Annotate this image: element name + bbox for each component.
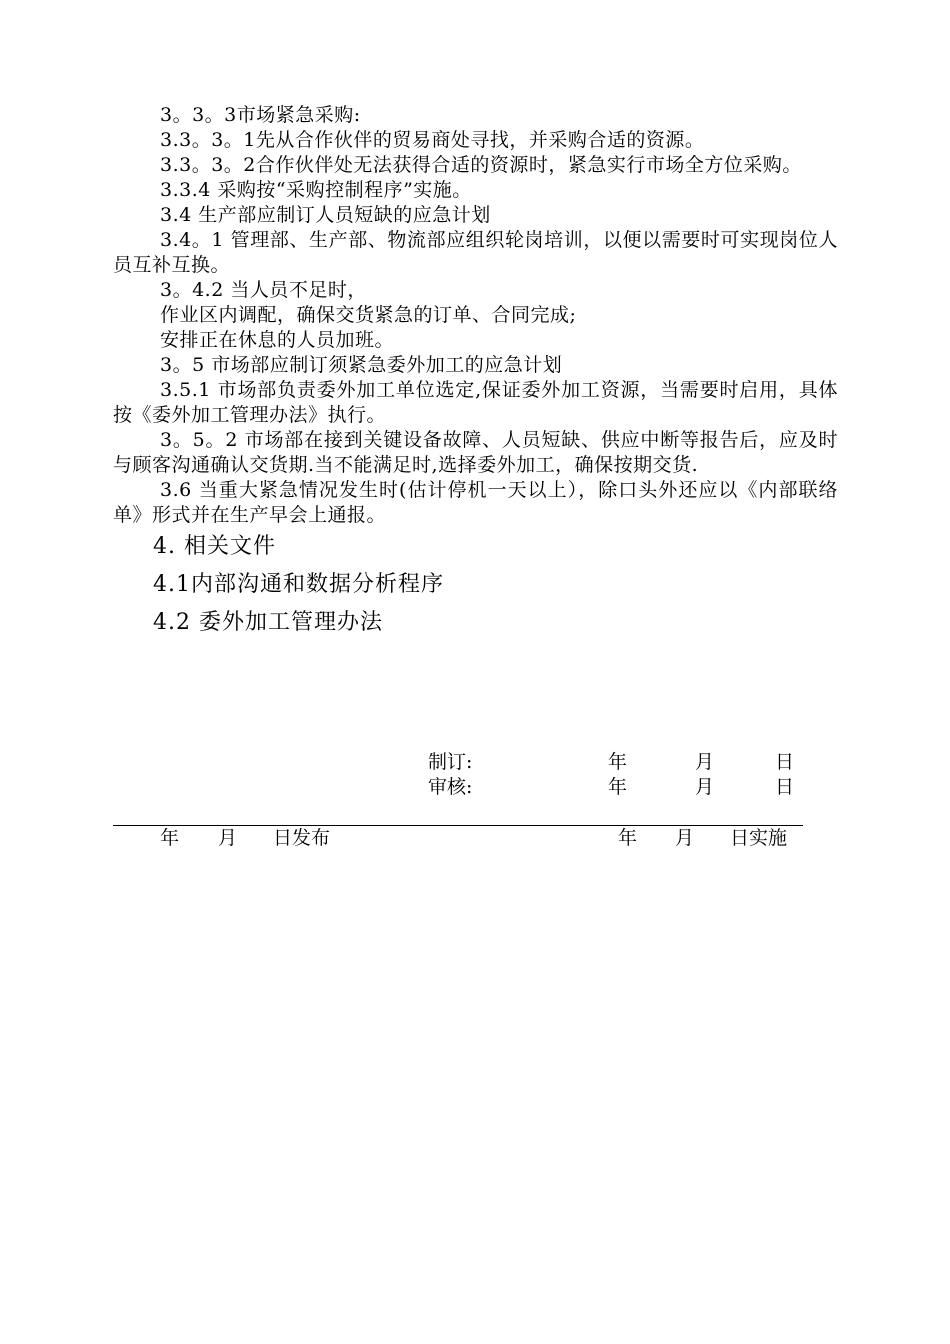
- implement-day: 日实施: [730, 827, 788, 849]
- publish-year: 年: [160, 827, 180, 849]
- paragraph-3-6: 3.6 当重大紧急情况发生时(估计停机一天以上），除口头外还应以《内部联络单》形式并在生产早会上通报。: [113, 479, 838, 526]
- paragraph-3-5: 3。5 市场部应制订须紧急委外加工的应急计划: [160, 354, 563, 376]
- reviewed-label: 审核:: [428, 776, 473, 798]
- reviewed-day: 日: [775, 776, 795, 798]
- publish-day: 日发布: [273, 827, 331, 849]
- prepared-month: 月: [695, 751, 715, 773]
- paragraph-3-5-2: 3。5。2 市场部在接到关键设备故障、人员短缺、供应中断等报告后，应及时与顾客沟通确认交货期.当不能满足时,选择委外加工，确保按期交货.: [113, 429, 838, 476]
- paragraph-3-4: 3.4 生产部应制订人员短缺的应急计划: [160, 204, 491, 226]
- paragraph-3-4-2-a: 作业区内调配，确保交货紧急的订单、合同完成;: [160, 304, 577, 326]
- footer-divider: [113, 825, 803, 826]
- paragraph-3-5-1: 3.5.1 市场部负责委外加工单位选定,保证委外加工资源，当需要时启用，具体按《委外加工管理办法》执行。: [113, 379, 838, 426]
- publish-month: 月: [218, 827, 238, 849]
- prepared-year: 年: [608, 751, 628, 773]
- paragraph-3-3-3-1: 3.3。3。1先从合作伙伴的贸易商处寻找，并采购合适的资源。: [160, 129, 705, 151]
- paragraph-3-4-2-b: 安排正在休息的人员加班。: [160, 329, 395, 351]
- implement-month: 月: [675, 827, 695, 849]
- section-4-heading: 4. 相关文件: [153, 534, 276, 559]
- implement-year: 年: [618, 827, 638, 849]
- document-body: [113, 103, 838, 642]
- paragraph-3-4-2: 3。4.2 当人员不足时，: [160, 279, 367, 301]
- section-4-1: 4.1内部沟通和数据分析程序: [153, 572, 444, 597]
- paragraph-3-3-3: 3。3。3市场紧急采购:: [160, 104, 361, 126]
- section-4-2: 4.2 委外加工管理办法: [153, 610, 383, 635]
- reviewed-year: 年: [608, 776, 628, 798]
- paragraph-3-4-1: 3.4。1 管理部、生产部、物流部应组织轮岗培训，以便以需要时可实现岗位人员互补互换。: [113, 229, 838, 276]
- reviewed-month: 月: [695, 776, 715, 798]
- paragraph-3-3-4: 3.3.4 采购按“采购控制程序”实施。: [160, 179, 472, 201]
- paragraph-3-3-3-2: 3.3。3。2合作伙伴处无法获得合适的资源时，紧急实行市场全方位采购。: [160, 154, 802, 176]
- prepared-day: 日: [775, 751, 795, 773]
- prepared-label: 制订:: [428, 751, 473, 773]
